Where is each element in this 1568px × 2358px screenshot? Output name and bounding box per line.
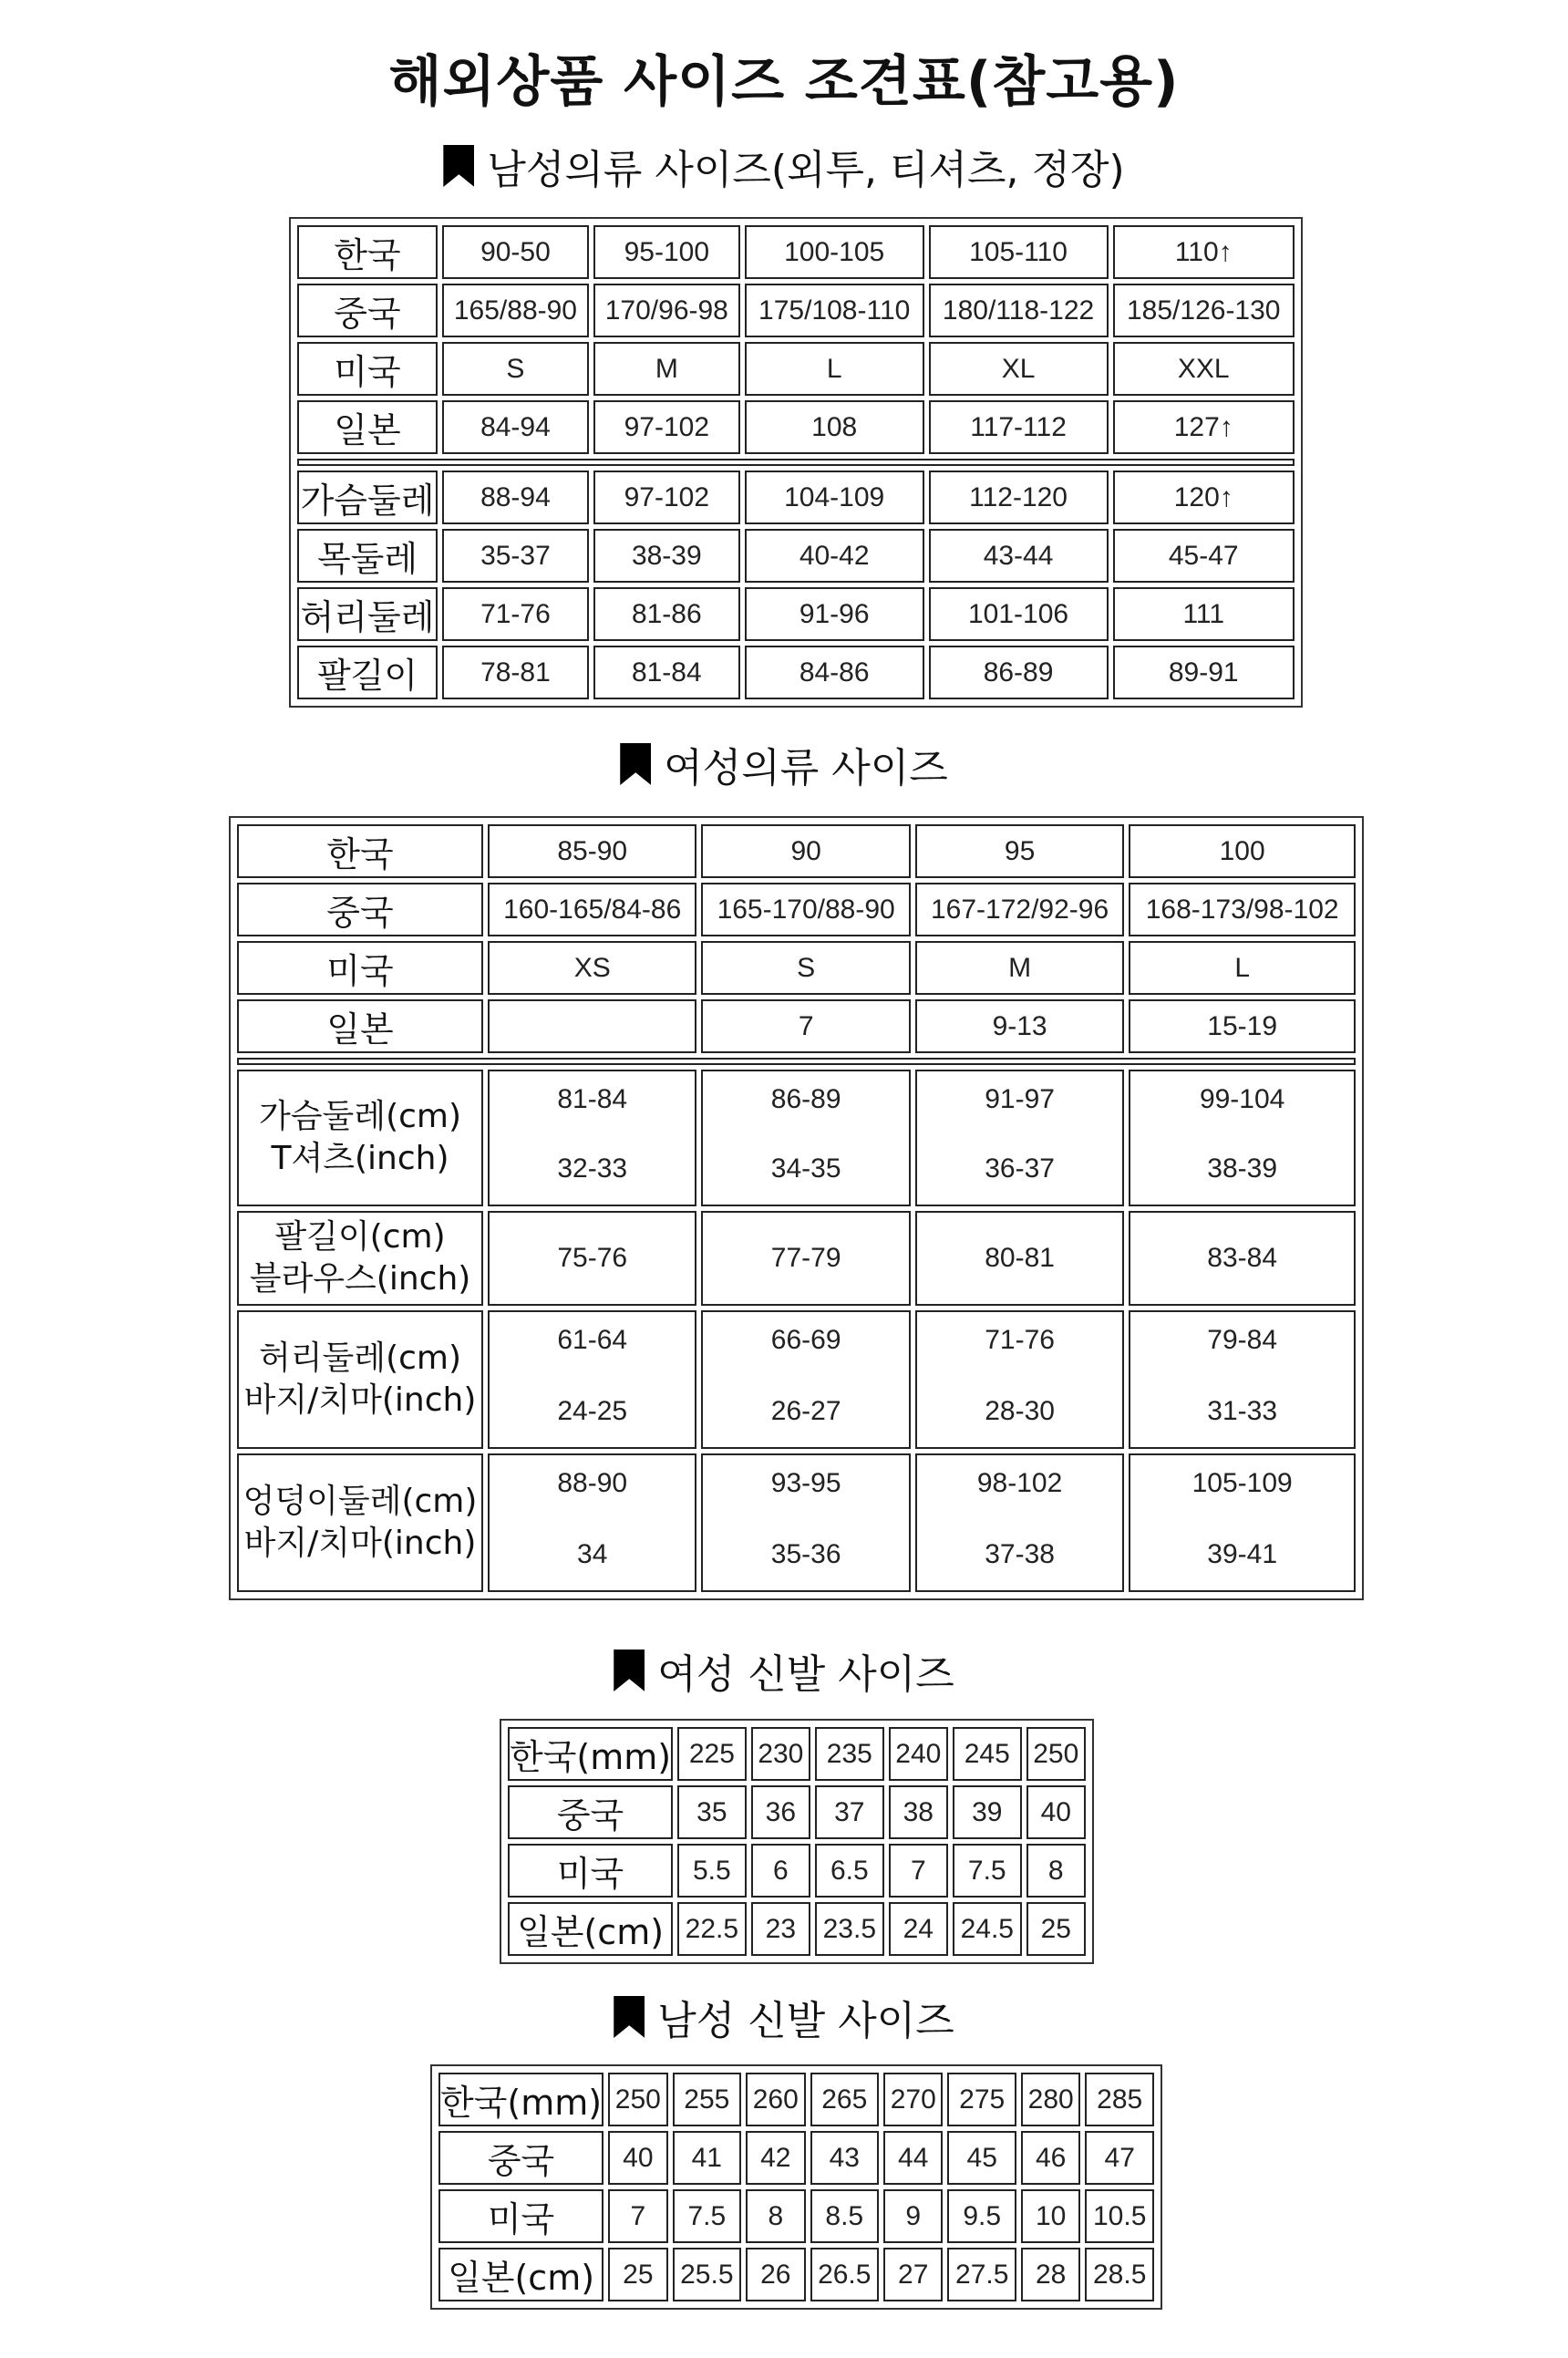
table-row: [297, 400, 1295, 454]
table-cell: 7: [889, 1844, 948, 1898]
table-cell: 44: [883, 2131, 943, 2185]
table-cell: 97-102: [593, 471, 740, 524]
table-cell: 83-84: [1129, 1211, 1356, 1306]
table-cell: 111: [1113, 587, 1295, 641]
row-header: 한국(mm): [508, 1727, 673, 1781]
table-cell: 245: [953, 1727, 1022, 1781]
table-cell: 240: [889, 1727, 948, 1781]
table-cell: 100: [1129, 824, 1356, 878]
table-cell: 28: [1021, 2248, 1080, 2301]
table-cell: 7: [701, 999, 910, 1053]
table-cell: 26.5: [810, 2248, 880, 2301]
table-cell: 88-94: [442, 471, 589, 524]
table-cell: 6: [751, 1844, 810, 1898]
table-cell: 8: [1026, 1844, 1086, 1898]
row-header: 일본(cm): [508, 1902, 673, 1956]
women-shoes-heading-text: 여성 신발 사이즈: [657, 1651, 954, 1698]
table-cell: S: [442, 342, 589, 396]
table-cell: 84-86: [745, 646, 924, 699]
table-row: [297, 225, 1295, 279]
table-cell: 46: [1021, 2131, 1080, 2185]
table-row: [297, 471, 1295, 524]
women-clothing-table: [229, 816, 1364, 1600]
table-cell: 71-76: [442, 587, 589, 641]
table-cell: 10: [1021, 2189, 1080, 2243]
table-cell: 35: [677, 1785, 747, 1839]
table-cell: 167-172/92-96: [915, 883, 1124, 936]
table-cell: 250: [608, 2073, 667, 2126]
table-cell: 265: [810, 2073, 880, 2126]
table-cell: 104-109: [745, 471, 924, 524]
row-header-line1: 허리둘레(cm): [258, 1339, 462, 1377]
table-cell: 127↑: [1113, 400, 1295, 454]
measure-row: [237, 1070, 1356, 1206]
table-cell: 40: [1026, 1785, 1086, 1839]
table-cell: XS: [488, 941, 696, 995]
table-cell: 37: [815, 1785, 884, 1839]
table-cell: 41: [673, 2131, 742, 2185]
table-row: [237, 941, 1356, 995]
table-cell: 25: [608, 2248, 667, 2301]
women-clothing-heading-text: 여성의류 사이즈: [664, 745, 948, 791]
table-cell: 112-120: [929, 471, 1109, 524]
table-cell: 38-39: [593, 529, 740, 583]
table-cell: L: [745, 342, 924, 396]
cm-value: 93-95: [770, 1468, 841, 1498]
table-cell: 77-79: [701, 1211, 910, 1306]
row-header-line1: 팔길이(cm): [274, 1218, 446, 1256]
inch-value: 37-38: [985, 1539, 1055, 1569]
table-cell: M: [593, 342, 740, 396]
page-title: 해외상품 사이즈 조견표(참고용): [388, 50, 1180, 114]
table-cell: 185/126-130: [1113, 284, 1295, 337]
row-header: [237, 1453, 483, 1592]
table-cell: 270: [883, 2073, 943, 2126]
table-cell: 168-173/98-102: [1129, 883, 1356, 936]
inch-value: 34-35: [770, 1153, 841, 1184]
table-cell: 85-90: [488, 824, 696, 878]
table-cell: 10.5: [1085, 2189, 1154, 2243]
table-cell: 40-42: [745, 529, 924, 583]
inch-value: 26-27: [770, 1396, 841, 1426]
table-cell: 27: [883, 2248, 943, 2301]
table-cell: 235: [815, 1727, 884, 1781]
women-shoes-heading: [0, 1641, 1568, 1700]
women-clothing-heading: [0, 735, 1568, 793]
table-cell: 105-110: [929, 225, 1109, 279]
row-header-line2: 블라우스(inch): [249, 1260, 471, 1298]
bookmark-icon: [443, 145, 474, 187]
row-header-line2: 바지/치마(inch): [243, 1525, 477, 1562]
table-cell: 81-84: [593, 646, 740, 699]
row-header-line2: 바지/치마(inch): [243, 1381, 477, 1419]
table-cell: [915, 1310, 1124, 1449]
table-row: [508, 1727, 1086, 1781]
table-cell: 7.5: [953, 1844, 1022, 1898]
table-cell: 90: [701, 824, 910, 878]
inch-value: 24-25: [557, 1396, 628, 1426]
table-cell: [1129, 1453, 1356, 1592]
table-cell: [1129, 1310, 1356, 1449]
table-cell: 225: [677, 1727, 747, 1781]
table-cell: 40: [608, 2131, 667, 2185]
table-cell: 95: [915, 824, 1124, 878]
table-cell: 43: [810, 2131, 880, 2185]
table-row: [438, 2248, 1154, 2301]
table-row: [297, 646, 1295, 699]
table-row: [438, 2189, 1154, 2243]
table-cell: [701, 1453, 910, 1592]
inch-value: 28-30: [985, 1396, 1055, 1426]
table-cell: [488, 1070, 696, 1206]
table-cell: 165/88-90: [442, 284, 589, 337]
table-cell: 84-94: [442, 400, 589, 454]
row-header-line1: 가슴둘레(cm): [258, 1098, 462, 1135]
table-cell: [488, 1310, 696, 1449]
table-cell: M: [915, 941, 1124, 995]
cm-value: 86-89: [770, 1084, 841, 1114]
inch-value: 32-33: [557, 1153, 628, 1184]
table-cell: 285: [1085, 2073, 1154, 2126]
men-clothing-table: [289, 217, 1303, 708]
table-cell: 27.5: [947, 2248, 1016, 2301]
table-row: [297, 587, 1295, 641]
row-header: 팔길이: [297, 646, 438, 699]
table-cell: [701, 1310, 910, 1449]
measure-row: [237, 1453, 1356, 1592]
inch-value: 36-37: [985, 1153, 1055, 1184]
table-cell: 78-81: [442, 646, 589, 699]
table-cell: 160-165/84-86: [488, 883, 696, 936]
inch-value: 39-41: [1207, 1539, 1278, 1569]
row-header: 가슴둘레: [297, 471, 438, 524]
row-header: 한국(mm): [438, 2073, 603, 2126]
table-cell: XL: [929, 342, 1109, 396]
table-row: [508, 1844, 1086, 1898]
table-row: [297, 529, 1295, 583]
table-row: [237, 883, 1356, 936]
table-cell: 22.5: [677, 1902, 747, 1956]
measure-row: [237, 1211, 1356, 1306]
table-cell: [915, 1070, 1124, 1206]
row-header: 허리둘레: [297, 587, 438, 641]
measure-row: [237, 1310, 1356, 1449]
women-shoes-table: [500, 1719, 1094, 1964]
table-cell: 24.5: [953, 1902, 1022, 1956]
row-header: 미국: [438, 2189, 603, 2243]
row-header: 중국: [508, 1785, 673, 1839]
table-cell: 101-106: [929, 587, 1109, 641]
table-cell: 36: [751, 1785, 810, 1839]
table-cell: 9: [883, 2189, 943, 2243]
table-cell: 86-89: [929, 646, 1109, 699]
table-cell: 24: [889, 1902, 948, 1956]
table-cell: 42: [746, 2131, 805, 2185]
row-header: 목둘레: [297, 529, 438, 583]
table-row: [508, 1785, 1086, 1839]
table-cell: 45-47: [1113, 529, 1295, 583]
table-cell: 28.5: [1085, 2248, 1154, 2301]
cm-value: 71-76: [985, 1325, 1055, 1355]
cm-value: 105-109: [1191, 1468, 1293, 1498]
table-row: [237, 999, 1356, 1053]
table-cell: 25.5: [673, 2248, 742, 2301]
table-cell: 43-44: [929, 529, 1109, 583]
table-cell: 26: [746, 2248, 805, 2301]
row-header: [237, 1070, 483, 1206]
men-shoes-heading-text: 남성 신발 사이즈: [657, 1998, 954, 2044]
table-cell: 280: [1021, 2073, 1080, 2126]
table-cell: 9-13: [915, 999, 1124, 1053]
table-cell: 80-81: [915, 1211, 1124, 1306]
table-cell: 6.5: [815, 1844, 884, 1898]
row-header: 일본: [297, 400, 438, 454]
table-cell: 7.5: [673, 2189, 742, 2243]
table-cell: S: [701, 941, 910, 995]
table-cell: 175/108-110: [745, 284, 924, 337]
table-cell: 7: [608, 2189, 667, 2243]
table-cell: 250: [1026, 1727, 1086, 1781]
bookmark-icon: [620, 743, 651, 785]
cm-value: 98-102: [976, 1468, 1063, 1498]
bookmark-icon: [614, 1650, 645, 1691]
cm-value: 91-97: [985, 1084, 1055, 1114]
row-header: 한국: [297, 225, 438, 279]
row-header-line2: T셔츠(inch): [271, 1140, 449, 1177]
table-cell: 25: [1026, 1902, 1086, 1956]
row-header: 중국: [438, 2131, 603, 2185]
cm-value: 79-84: [1207, 1325, 1278, 1355]
table-cell: 170/96-98: [593, 284, 740, 337]
cm-value: 66-69: [770, 1325, 841, 1355]
table-cell: [701, 1070, 910, 1206]
table-cell: 275: [947, 2073, 1016, 2126]
table-cell: 89-91: [1113, 646, 1295, 699]
cm-value: 61-64: [557, 1325, 628, 1355]
table-row: [297, 342, 1295, 396]
table-separator: [237, 1058, 1356, 1065]
men-shoes-table: [430, 2064, 1162, 2310]
table-cell: 230: [751, 1727, 810, 1781]
table-cell: 47: [1085, 2131, 1154, 2185]
table-cell: 90-50: [442, 225, 589, 279]
table-cell: XXL: [1113, 342, 1295, 396]
inch-value: 34: [577, 1539, 608, 1569]
row-header: 일본(cm): [438, 2248, 603, 2301]
men-clothing-heading-text: 남성의류 사이즈(외투, 티셔츠, 정장): [487, 147, 1125, 193]
table-cell: 180/118-122: [929, 284, 1109, 337]
row-header: [237, 1211, 483, 1306]
table-cell: 38: [889, 1785, 948, 1839]
table-row: [438, 2131, 1154, 2185]
row-header: 미국: [508, 1844, 673, 1898]
table-cell: 75-76: [488, 1211, 696, 1306]
table-cell: 23: [751, 1902, 810, 1956]
inch-value: 35-36: [770, 1539, 841, 1569]
table-row: [237, 824, 1356, 878]
table-cell: 35-37: [442, 529, 589, 583]
table-cell: 8: [746, 2189, 805, 2243]
table-cell: 117-112: [929, 400, 1109, 454]
table-cell: 255: [673, 2073, 742, 2126]
table-cell: [1129, 1070, 1356, 1206]
cm-value: 99-104: [1199, 1084, 1285, 1114]
table-cell: [488, 1453, 696, 1592]
table-cell: 100-105: [745, 225, 924, 279]
inch-value: 31-33: [1207, 1396, 1278, 1426]
row-header: 한국: [237, 824, 483, 878]
table-cell: 165-170/88-90: [701, 883, 910, 936]
inch-value: 38-39: [1207, 1153, 1278, 1184]
men-clothing-heading: [0, 137, 1568, 195]
table-cell: 95-100: [593, 225, 740, 279]
men-shoes-heading: [0, 1988, 1568, 2046]
table-cell: [488, 999, 696, 1053]
table-cell: 120↑: [1113, 471, 1295, 524]
table-cell: 5.5: [677, 1844, 747, 1898]
row-header: 미국: [297, 342, 438, 396]
table-cell: 9.5: [947, 2189, 1016, 2243]
row-header: 미국: [237, 941, 483, 995]
table-cell: 15-19: [1129, 999, 1356, 1053]
table-cell: 8.5: [810, 2189, 880, 2243]
row-header-line1: 엉덩이둘레(cm): [242, 1483, 478, 1520]
table-cell: 39: [953, 1785, 1022, 1839]
row-header: 중국: [237, 883, 483, 936]
table-cell: L: [1129, 941, 1356, 995]
cm-value: 88-90: [557, 1468, 628, 1498]
table-cell: 260: [746, 2073, 805, 2126]
row-header: 일본: [237, 999, 483, 1053]
table-cell: 97-102: [593, 400, 740, 454]
table-cell: [915, 1453, 1124, 1592]
table-row: [438, 2073, 1154, 2126]
table-row: [508, 1902, 1086, 1956]
table-cell: 108: [745, 400, 924, 454]
table-row: [297, 284, 1295, 337]
bookmark-icon: [614, 1996, 645, 2038]
table-separator: [297, 459, 1295, 466]
cm-value: 81-84: [557, 1084, 628, 1114]
table-cell: 81-86: [593, 587, 740, 641]
table-cell: 110↑: [1113, 225, 1295, 279]
table-cell: 45: [947, 2131, 1016, 2185]
row-header: [237, 1310, 483, 1449]
table-cell: 23.5: [815, 1902, 884, 1956]
table-cell: 91-96: [745, 587, 924, 641]
row-header: 중국: [297, 284, 438, 337]
